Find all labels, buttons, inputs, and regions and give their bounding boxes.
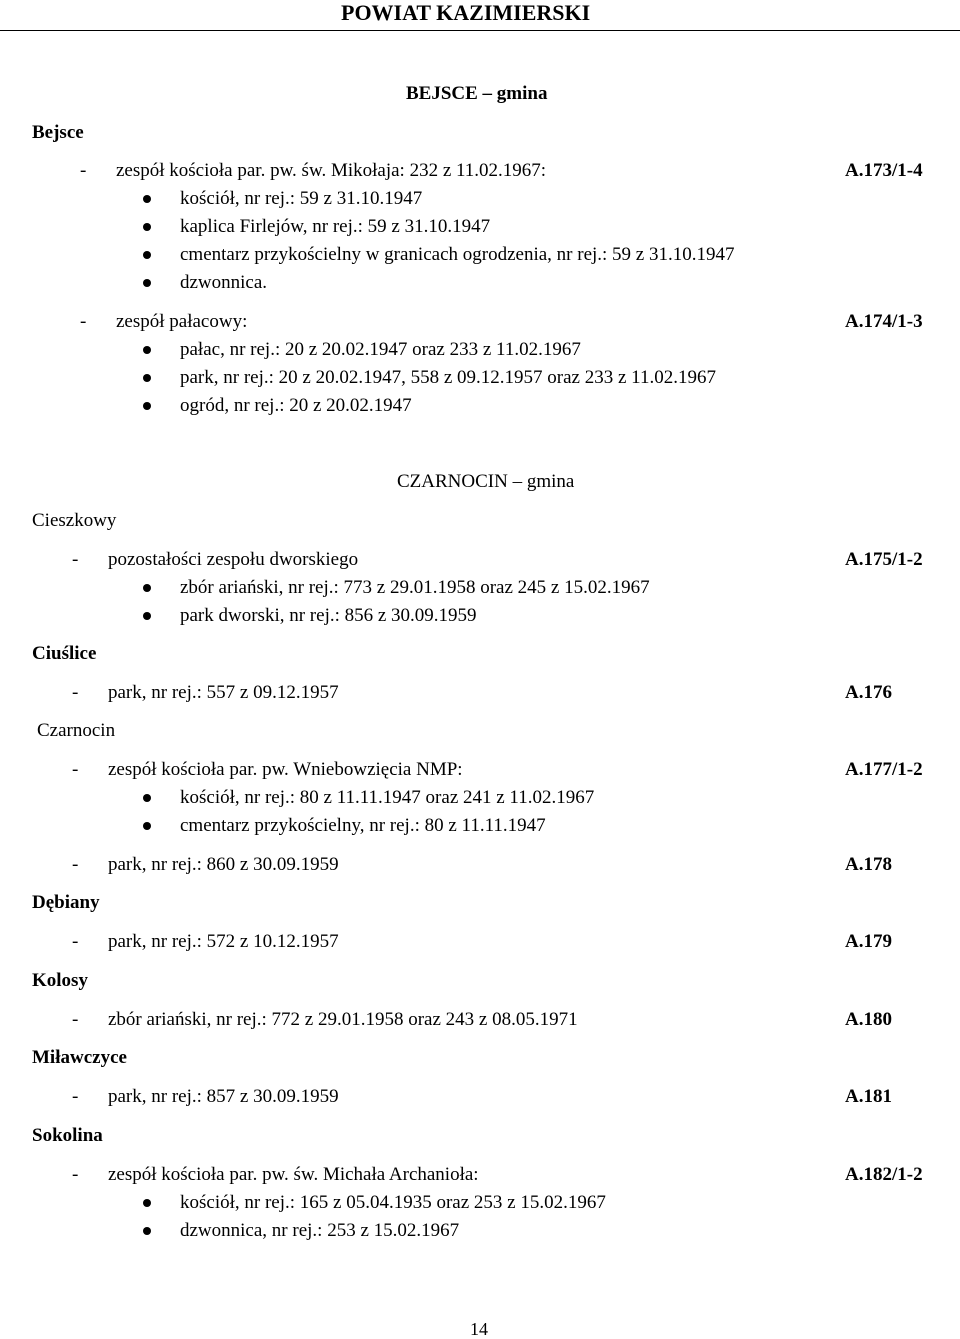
register-number: A.175/1-2	[845, 549, 923, 570]
place-name: Miławczyce	[32, 1047, 127, 1068]
register-number: A.179	[845, 931, 892, 952]
register-number: A.174/1-3	[845, 311, 923, 332]
sub-item: cmentarz przykościelny w granicach ogrodzenia, nr rej.: 59 z 31.10.1947	[180, 244, 735, 265]
place-name: Ciuślice	[32, 643, 97, 664]
sub-item: pałac, nr rej.: 20 z 20.02.1947 oraz 233 z 11.02.1967	[180, 339, 581, 360]
register-number: A.176	[845, 682, 892, 703]
entry-text: park, nr rej.: 860 z 30.09.1959	[108, 854, 339, 875]
entry-text: zespół pałacowy:	[116, 311, 248, 332]
entry-text: zespół kościoła par. pw. Wniebowzięcia NMP:	[108, 759, 463, 780]
place-name: Kolosy	[32, 970, 88, 991]
entry-dash: -	[72, 931, 79, 952]
bullet-icon	[143, 279, 151, 287]
register-number: A.182/1-2	[845, 1164, 923, 1185]
register-number: A.181	[845, 1086, 892, 1107]
register-number: A.178	[845, 854, 892, 875]
entry-dash: -	[72, 682, 79, 703]
entry-dash: -	[72, 1164, 79, 1185]
bullet-icon	[143, 794, 151, 802]
page-number: 14	[470, 1319, 488, 1339]
entry-dash: -	[72, 1009, 79, 1030]
sub-item: kościół, nr rej.: 80 z 11.11.1947 oraz 241 z 11.02.1967	[180, 787, 595, 808]
bullet-icon	[143, 195, 151, 203]
gmina-heading: BEJSCE – gmina	[406, 83, 548, 104]
entry-text: park, nr rej.: 572 z 10.12.1957	[108, 931, 339, 952]
entry-dash: -	[80, 311, 87, 332]
place-name: Dębiany	[32, 892, 100, 913]
place-name: Sokolina	[32, 1125, 103, 1146]
gmina-heading: CZARNOCIN – gmina	[397, 471, 575, 492]
place-name: Cieszkowy	[32, 510, 117, 531]
entry-text: zbór ariański, nr rej.: 772 z 29.01.1958 oraz 243 z 08.05.1971	[108, 1009, 578, 1030]
bullet-icon	[143, 346, 151, 354]
bullet-icon	[143, 251, 151, 259]
entry-text: park, nr rej.: 557 z 09.12.1957	[108, 682, 339, 703]
place-name: Czarnocin	[37, 720, 116, 741]
register-number: A.180	[845, 1009, 892, 1030]
bullet-icon	[143, 223, 151, 231]
entry-text: pozostałości zespołu dworskiego	[108, 549, 359, 570]
bullet-icon	[143, 1199, 151, 1207]
sub-item: dzwonnica, nr rej.: 253 z 15.02.1967	[180, 1220, 460, 1241]
place-name: Bejsce	[32, 122, 84, 143]
entry-dash: -	[72, 549, 79, 570]
entry-text: park, nr rej.: 857 z 30.09.1959	[108, 1086, 339, 1107]
entry-dash: -	[72, 854, 79, 875]
sub-item: kościół, nr rej.: 165 z 05.04.1935 oraz 253 z 15.02.1967	[180, 1192, 606, 1213]
entry-dash: -	[72, 1086, 79, 1107]
sub-item: ogród, nr rej.: 20 z 20.02.1947	[180, 395, 412, 416]
bullet-icon	[143, 1227, 151, 1235]
bullet-icon	[143, 612, 151, 620]
bullet-icon	[143, 822, 151, 830]
header-rule	[0, 30, 960, 31]
page-title: POWIAT KAZIMIERSKI	[341, 0, 591, 25]
sub-item: kościół, nr rej.: 59 z 31.10.1947	[180, 188, 423, 209]
bullet-icon	[143, 584, 151, 592]
register-number: A.173/1-4	[845, 160, 923, 181]
bullet-icon	[143, 374, 151, 382]
sub-item: zbór ariański, nr rej.: 773 z 29.01.1958 oraz 245 z 15.02.1967	[180, 577, 650, 598]
sub-item: kaplica Firlejów, nr rej.: 59 z 31.10.1947	[180, 216, 491, 237]
entry-dash: -	[80, 160, 87, 181]
sub-item: cmentarz przykościelny, nr rej.: 80 z 11.11.1947	[180, 815, 546, 836]
register-number: A.177/1-2	[845, 759, 923, 780]
entry-text: zespół kościoła par. pw. św. Michała Archanioła:	[108, 1164, 479, 1185]
sub-item: park dworski, nr rej.: 856 z 30.09.1959	[180, 605, 477, 626]
bullet-icon	[143, 402, 151, 410]
sub-item: park, nr rej.: 20 z 20.02.1947, 558 z 09.12.1957 oraz 233 z 11.02.1967	[180, 367, 716, 388]
entry-dash: -	[72, 759, 79, 780]
entry-text: zespół kościoła par. pw. św. Mikołaja: 232 z 11.02.1967:	[116, 160, 547, 181]
sub-item: dzwonnica.	[180, 272, 268, 293]
